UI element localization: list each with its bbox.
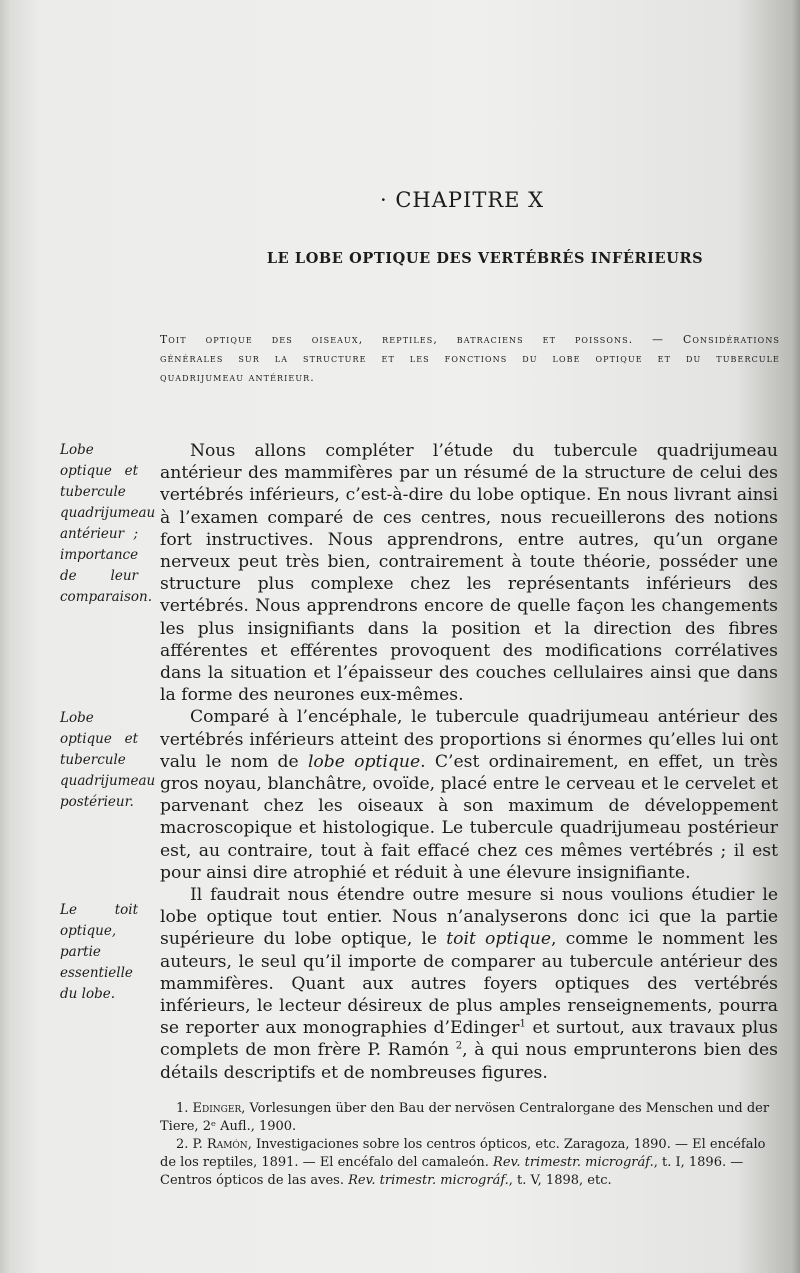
margin-note-2: Lobe optique et tubercule quadrijumeau postérieur. — [60, 710, 156, 810]
summary-line-3: quadrijumeau antérieur. — [160, 371, 315, 384]
footnote-author: Ramón — [206, 1137, 248, 1152]
chapter-title: LE LOBE OPTIQUE DES VERTÉBRÉS INFÉRIEURS — [266, 250, 704, 267]
chapter-summary — [160, 330, 780, 387]
paragraph-2: Comparé à l’encéphale, le tubercule quadrijumeau antérieur des vertébrés inférieurs atteint des proportions si énormes qu’elles lui ont valu le nom de lobe optique. C’est ordinairement, en effet, un très gros noyau, blanchâtre, ovoïde, placé entre le cerveau et le cervelet et parvenant chez les oiseaux à son maximum de développement macroscopique et histologique. Le tubercule quadrijumeau postérieur est, au contraire, tout à fait effacé chez ces mêmes vertébrés ; il est pour ainsi dire atrophié et réduit à une élevure insignifiante. — [160, 707, 779, 883]
paragraph-3: Il faudrait nous étendre outre mesure si nous voulions étudier le lobe optique tout entier. Nous n’analyserons donc ici que la partie supérieure du lobe optique, le toit optique, comme le nomment les auteurs, le seul qu’il importe de comparer au tubercule antérieur des mammifères. Quant aux autres foyers optiques des vertébrés inférieurs, le lecteur désireux de plus amples renseignements, pourra se reporter aux monographies d’Edinger$^1$ et surtout, aux travaux plus complets de mon frère P. Ramón $^2$, à qui nous emprunterons bien des détails descriptifs et de nombreuses figures. — [160, 885, 779, 1083]
summary-line-2: générales sur la structure et les fonctions du lobe optique et du tubercule — [160, 352, 780, 365]
term-lobe-optique: lobe optique — [307, 751, 421, 772]
paragraph-1: Nous allons compléter l’étude du tubercule quadrijumeau antérieur des mammifères par un résumé de la structure de celui des vertébrés inférieurs, c’est-à-dire du lobe optique. En nous livrant ainsi à l’examen comparé de ces centres, nous recueillerons des notions fort instructives. Nous apprendrons, entre autres, qu’un organe nerveux peut très bien, contrairement à toute théorie, posséder une structure plus complexe chez les représentants inférieurs des vertébrés. Nous apprendrons encore de quelle façon les changements les plus insignifiants dans la position et la direction des fibres afférentes et efférentes provoquent des modifications corrélatives dans la situation et l’épaisseur des couches cellulaires ainsi que dans la forme des neurones eux-mêmes. — [160, 441, 778, 706]
body-text — [160, 440, 778, 1084]
margin-note-3: Le toit optique, partie essentielle du lobe. — [60, 902, 138, 1002]
footnote-ref-2: 2 — [455, 1040, 463, 1052]
footnote-ref-1: 1 — [519, 1018, 526, 1030]
term-toit-optique: toit optique — [446, 929, 551, 950]
chapter-number: · CHAPITRE X — [380, 188, 545, 212]
margin-note-1: Lobe optique et tubercule quadrijumeau antérieur ; importance de leur comparaison. — [60, 442, 156, 605]
summary-line-1: Toit optique des oiseaux, reptiles, batraciens et poissons. — Considérations — [160, 333, 780, 346]
footnote-author: Edinger — [192, 1101, 242, 1116]
footnote-2: 2. P. Ramón, Investigaciones sobre los centros ópticos, etc. Zaragoza, 1890. — El encéfalo de los reptiles, 1891. — El encéfalo del camaleón. Rev. trimestr. micrográf., t. I, 1896. — Centros ópticos de las aves. Rev. trimestr. micrográf., t. V, 1898, etc. — [160, 1137, 766, 1188]
footnotes — [160, 1100, 778, 1190]
footnote-1: 1. Edinger, Vorlesungen über den Bau der nervösen Centralorgane des Menschen und der Tiere, 2ᵉ Aufl., 1900. — [160, 1101, 770, 1134]
